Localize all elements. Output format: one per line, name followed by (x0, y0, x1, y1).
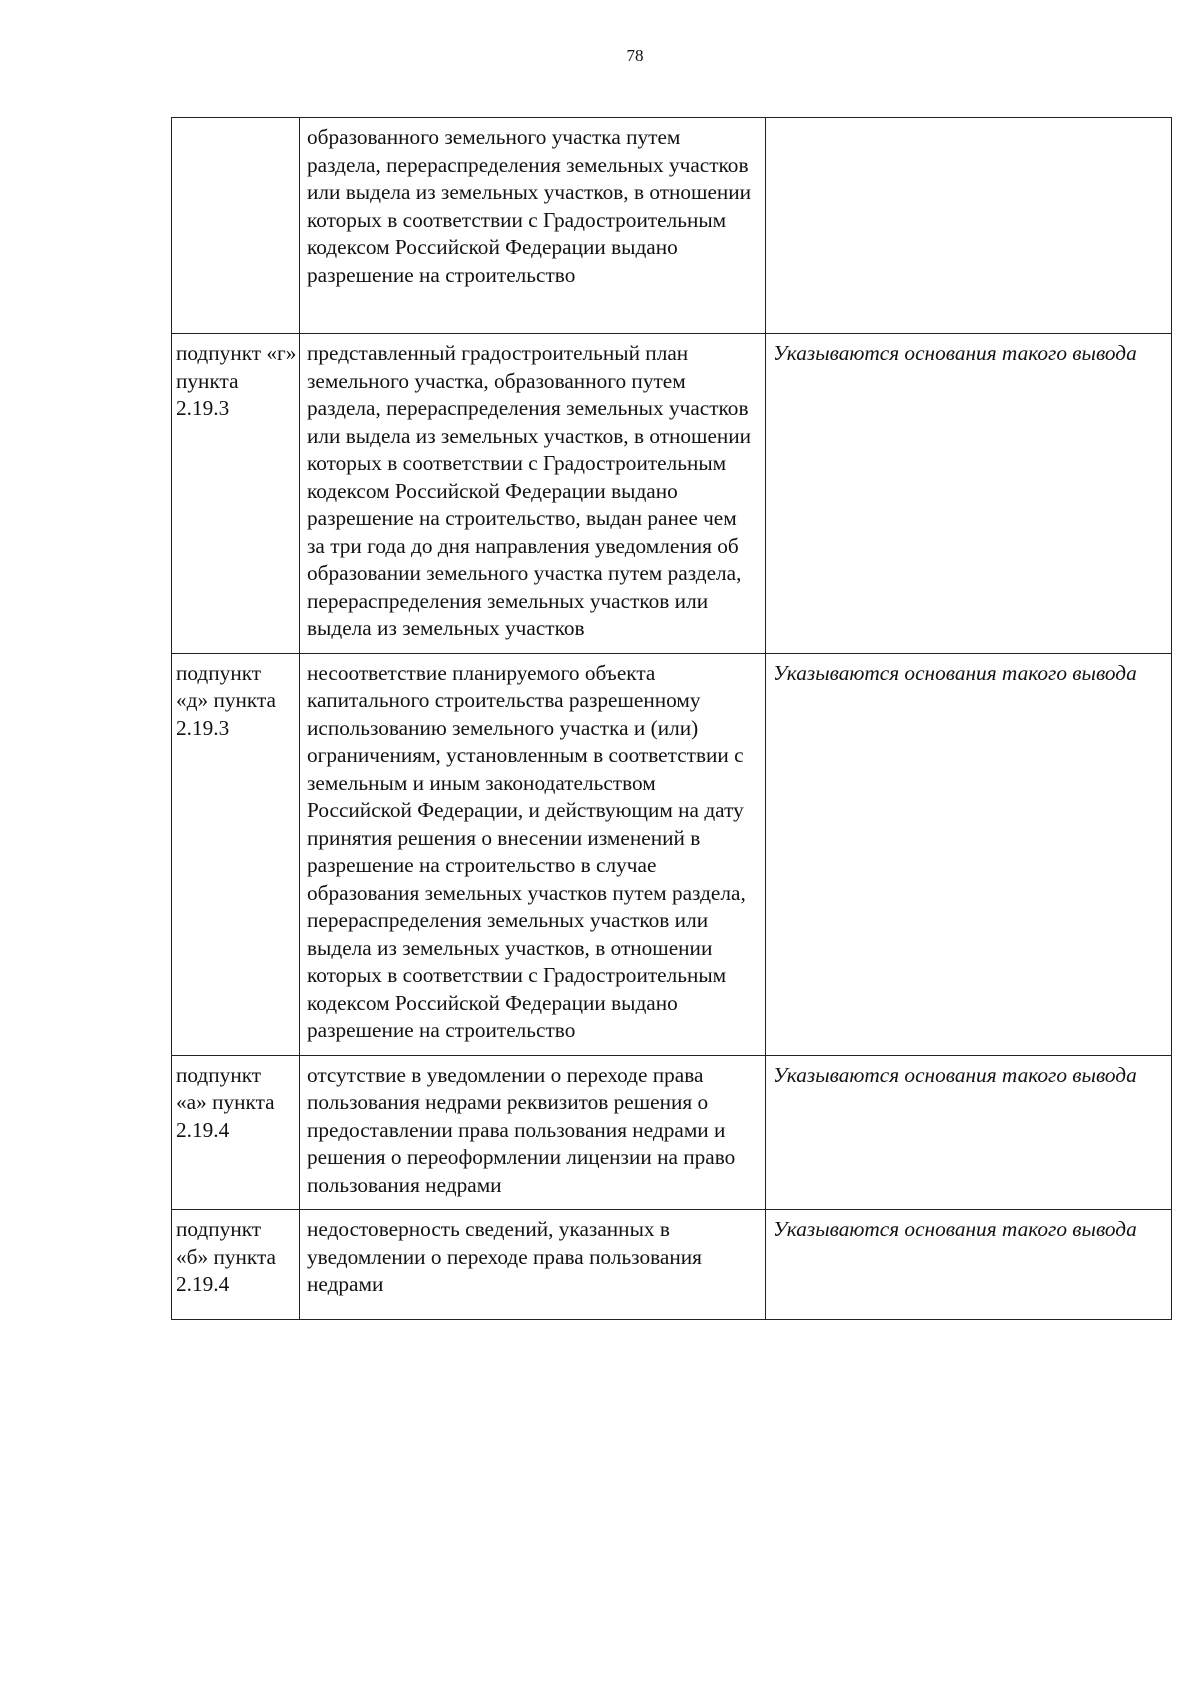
table-row (172, 1055, 1172, 1210)
row-reason: Указываются основания такого вывода (766, 1055, 1172, 1210)
row-ground-text: образованного земельного участка путем раздела, перераспределения земельных участков или выдела из земельных участков, в отношении которых в соответствии с Градостроительным кодексом Российской Федерации выдано разрешение на строительство (300, 118, 766, 334)
grounds-table (171, 117, 1172, 1320)
row-reference: подпункт «б» пункта 2.19.4 (172, 1210, 300, 1320)
row-reference: подпункт «д» пункта 2.19.3 (172, 653, 300, 1055)
row-ground-text: представленный градостроительный план земельного участка, образованного путем раздела, перераспределения земельных участков или выдела из земельных участков, в отношении которых в соответствии с Градостроительным кодексом Российской Федерации выдано разрешение на строительство, выдан ранее чем за три года до дня направления уведомления об образовании земельного участка путем раздела, перераспределения земельных участков или выдела из земельных участков (300, 334, 766, 654)
row-reason (766, 118, 1172, 334)
row-reference: подпункт «г» пункта 2.19.3 (172, 334, 300, 654)
row-ground-text: недостоверность сведений, указанных в уведомлении о переходе права пользования недрами (300, 1210, 766, 1320)
table-row (172, 334, 1172, 654)
row-ground-text: отсутствие в уведомлении о переходе права пользования недрами реквизитов решения о предоставлении права пользования недрами и решения о переоформлении лицензии на право пользования недрами (300, 1055, 766, 1210)
row-ground-text: несоответствие планируемого объекта капитального строительства разрешенному использованию земельного участка и (или) ограничениям, установленным в соответствии с земельным и иным законодательством Российской Федерации, и действующим на дату принятия решения о внесении изменений в разрешение на строительство в случае образования земельных участков путем раздела, перераспределения земельных участков или выдела из земельных участков, в отношении которых в соответствии с Градостроительным кодексом Российской Федерации выдано разрешение на строительство (300, 653, 766, 1055)
table-row (172, 653, 1172, 1055)
table-row (172, 118, 1172, 334)
row-reason: Указываются основания такого вывода (766, 653, 1172, 1055)
page-number: 78 (626, 46, 644, 65)
row-reason: Указываются основания такого вывода (766, 1210, 1172, 1320)
table-row (172, 1210, 1172, 1320)
row-reference (172, 118, 300, 334)
row-reference: подпункт «а» пункта 2.19.4 (172, 1055, 300, 1210)
row-reason: Указываются основания такого вывода (766, 334, 1172, 654)
